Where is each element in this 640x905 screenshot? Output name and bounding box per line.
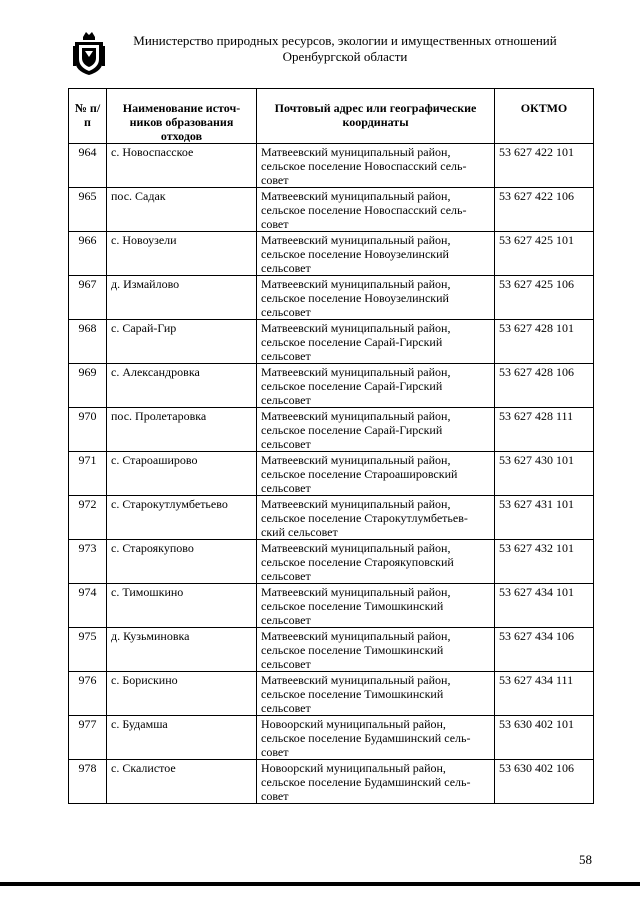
postal-address: Матвеевский муниципальный район, сельское поселение Тимошкинский сельсовет [257, 628, 495, 672]
table-row [69, 716, 594, 760]
oktmo-code: 53 627 422 106 [495, 188, 594, 232]
source-name: с. Новоузели [107, 232, 257, 276]
row-number: 972 [69, 496, 107, 540]
postal-address: Матвеевский муниципальный район, сельское поселение Староашировский сельсовет [257, 452, 495, 496]
table-row [69, 364, 594, 408]
column-header-oktmo: ОКТМО [495, 89, 594, 144]
oktmo-code: 53 627 434 111 [495, 672, 594, 716]
region-name: Оренбургской области [282, 49, 408, 64]
table-row [69, 408, 594, 452]
postal-address: Матвеевский муниципальный район, сельское поселение Старокутлумбетьев-ский сельсовет [257, 496, 495, 540]
source-name: с. Сарай-Гир [107, 320, 257, 364]
oktmo-code: 53 627 434 101 [495, 584, 594, 628]
table-row [69, 584, 594, 628]
table-row [69, 760, 594, 804]
ministry-name: Министерство природных ресурсов, экологии и имущественных отношений [133, 33, 557, 48]
row-number: 964 [69, 144, 107, 188]
row-number: 970 [69, 408, 107, 452]
row-number: 976 [69, 672, 107, 716]
postal-address: Матвеевский муниципальный район, сельское поселение Новоспасский сель-совет [257, 188, 495, 232]
coat-of-arms-emblem [72, 30, 106, 76]
postal-address: Матвеевский муниципальный район, сельское поселение Сарай-Гирский сельсовет [257, 320, 495, 364]
source-name: с. Старокутлумбетьево [107, 496, 257, 540]
table-header-row [69, 89, 594, 144]
row-number: 973 [69, 540, 107, 584]
source-name: д. Кузьминовка [107, 628, 257, 672]
row-number: 966 [69, 232, 107, 276]
table-row [69, 232, 594, 276]
postal-address: Матвеевский муниципальный район, сельское поселение Сарай-Гирский сельсовет [257, 408, 495, 452]
row-number: 977 [69, 716, 107, 760]
row-number: 969 [69, 364, 107, 408]
page-number: 58 [579, 852, 592, 867]
table-row [69, 672, 594, 716]
table-row [69, 496, 594, 540]
oktmo-code: 53 627 430 101 [495, 452, 594, 496]
oktmo-code: 53 627 428 101 [495, 320, 594, 364]
table-row [69, 452, 594, 496]
source-name: с. Староякупово [107, 540, 257, 584]
postal-address: Матвеевский муниципальный район, сельское поселение Тимошкинский сельсовет [257, 584, 495, 628]
table-row [69, 188, 594, 232]
postal-address: Матвеевский муниципальный район, сельское поселение Тимошкинский сельсовет [257, 672, 495, 716]
postal-address: Новоорский муниципальный район, сельское поселение Будамшинский сель-совет [257, 760, 495, 804]
source-name: с. Новоспасское [107, 144, 257, 188]
row-number: 967 [69, 276, 107, 320]
postal-address: Матвеевский муниципальный район, сельское поселение Новоузелинский сельсовет [257, 276, 495, 320]
row-number: 971 [69, 452, 107, 496]
document-header [110, 33, 580, 65]
oktmo-code: 53 627 434 106 [495, 628, 594, 672]
oktmo-code: 53 627 422 101 [495, 144, 594, 188]
source-name: с. Тимошкино [107, 584, 257, 628]
postal-address: Матвеевский муниципальный район, сельское поселение Сарай-Гирский сельсовет [257, 364, 495, 408]
postal-address: Матвеевский муниципальный район, сельское поселение Новоузелинский сельсовет [257, 232, 495, 276]
table-body [69, 144, 594, 804]
source-name: с. Александровка [107, 364, 257, 408]
table-row [69, 540, 594, 584]
oktmo-code: 53 630 402 106 [495, 760, 594, 804]
oktmo-code: 53 627 428 106 [495, 364, 594, 408]
source-name: пос. Садак [107, 188, 257, 232]
source-name: с. Скалистое [107, 760, 257, 804]
oktmo-code: 53 627 425 106 [495, 276, 594, 320]
postal-address: Новоорский муниципальный район, сельское поселение Будамшинский сель-совет [257, 716, 495, 760]
bottom-rule [0, 882, 640, 886]
row-number: 965 [69, 188, 107, 232]
column-header-number: № п/п [69, 89, 107, 144]
postal-address: Матвеевский муниципальный район, сельское поселение Староякуповский сельсовет [257, 540, 495, 584]
source-name: д. Измайлово [107, 276, 257, 320]
column-header-name: Наименование источ-ников образования отходов [107, 89, 257, 144]
source-name: с. Будамша [107, 716, 257, 760]
column-header-address: Почтовый адрес или географические координаты [257, 89, 495, 144]
table-row [69, 144, 594, 188]
oktmo-code: 53 627 428 111 [495, 408, 594, 452]
row-number: 975 [69, 628, 107, 672]
table-row [69, 276, 594, 320]
table-row [69, 320, 594, 364]
row-number: 974 [69, 584, 107, 628]
waste-sources-table [68, 88, 594, 804]
row-number: 978 [69, 760, 107, 804]
table-row [69, 628, 594, 672]
row-number: 968 [69, 320, 107, 364]
oktmo-code: 53 627 431 101 [495, 496, 594, 540]
oktmo-code: 53 627 432 101 [495, 540, 594, 584]
oktmo-code: 53 627 425 101 [495, 232, 594, 276]
source-name: пос. Пролетаровка [107, 408, 257, 452]
source-name: с. Борискино [107, 672, 257, 716]
postal-address: Матвеевский муниципальный район, сельское поселение Новоспасский сель-совет [257, 144, 495, 188]
source-name: с. Староаширово [107, 452, 257, 496]
oktmo-code: 53 630 402 101 [495, 716, 594, 760]
